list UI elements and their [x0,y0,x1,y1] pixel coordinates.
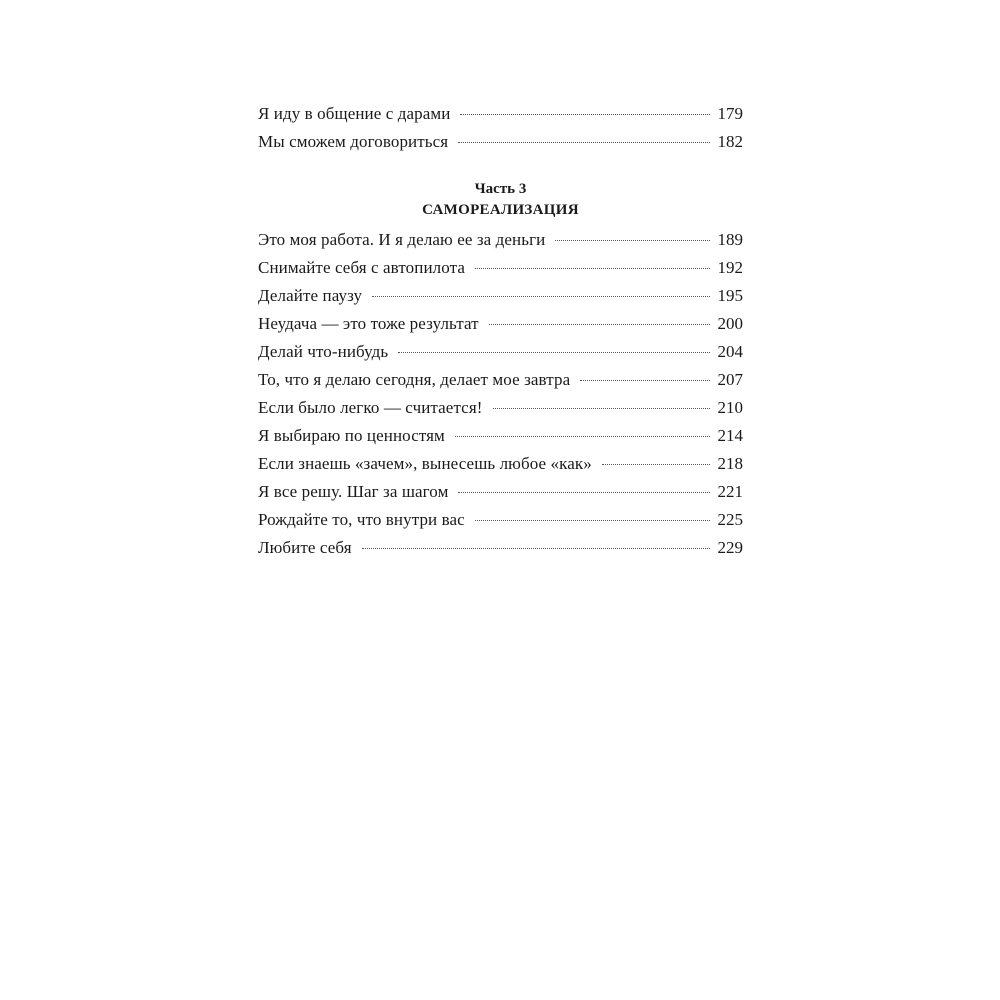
toc-entry[interactable] [258,366,743,394]
toc-leader-dots [555,239,709,241]
toc-entry-title: Мы сможем договориться [258,132,449,151]
toc-leader-dots [580,379,709,381]
toc-entry-page: 225 [717,510,743,529]
part-label: Часть 3 [474,181,527,197]
toc-entry-title: Если знаешь «зачем», вынесешь любое «как» [258,454,592,473]
toc-leader-dots [362,547,710,549]
toc-entry-title: Снимайте себя с автопилота [258,258,466,277]
toc-leader-dots [460,113,709,115]
toc-entry-page: 210 [717,398,743,417]
toc-entry[interactable] [258,226,743,254]
toc-entry-title: Делайте паузу [258,286,363,305]
toc-leader-dots [455,435,710,437]
toc-leader-dots [493,407,710,409]
toc-entry-title: Я все решу. Шаг за шагом [258,482,449,501]
toc-leader-dots [475,519,710,521]
toc-entry-page: 200 [717,314,743,333]
toc-entry-page: 218 [717,454,743,473]
toc-entry[interactable] [258,128,743,156]
toc-entry-title: Любите себя [258,538,352,557]
toc-entry[interactable] [258,254,743,282]
toc-leader-dots [475,267,709,269]
toc-entry-page: 204 [717,342,743,361]
toc-entry-title: Это моя работа. И я делаю ее за деньги [258,230,546,249]
toc-entry[interactable] [258,422,743,450]
toc-entry-title: Делай что-нибудь [258,342,389,361]
toc-entry[interactable] [258,100,743,128]
toc-entry-page: 229 [717,538,743,557]
toc-entry[interactable] [258,450,743,478]
toc-entry-title: Неудача — это тоже результат [258,314,479,333]
toc-entry-page: 182 [717,132,743,151]
part-title: САМОРЕАЛИЗАЦИЯ [422,202,579,218]
toc-entry-page: 207 [717,370,743,389]
table-of-contents [258,100,743,562]
toc-entry[interactable] [258,478,743,506]
toc-entry-page: 195 [717,286,743,305]
toc-entry[interactable] [258,338,743,366]
toc-entry[interactable] [258,394,743,422]
toc-leader-dots [602,463,710,465]
toc-entry-page: 214 [717,426,743,445]
toc-entry-title: Я иду в общение с дарами [258,104,451,123]
toc-leader-dots [372,295,709,297]
toc-entry-page: 189 [717,230,743,249]
toc-entry-title: Я выбираю по ценностям [258,426,445,445]
part-heading [258,179,743,221]
toc-entry-page: 221 [717,482,743,501]
toc-leader-dots [458,141,709,143]
toc-entry-title: То, что я делаю сегодня, делает мое завтра [258,370,571,389]
toc-entry[interactable] [258,282,743,310]
toc-leader-dots [398,351,709,353]
toc-leader-dots [458,491,709,493]
toc-entry-title: Если было легко — считается! [258,398,483,417]
toc-entry[interactable] [258,310,743,338]
toc-entry[interactable] [258,534,743,562]
toc-entry[interactable] [258,506,743,534]
toc-entry-page: 192 [717,258,743,277]
toc-entry-page: 179 [717,104,743,123]
toc-entry-title: Рождайте то, что внутри вас [258,510,465,529]
toc-leader-dots [489,323,710,325]
